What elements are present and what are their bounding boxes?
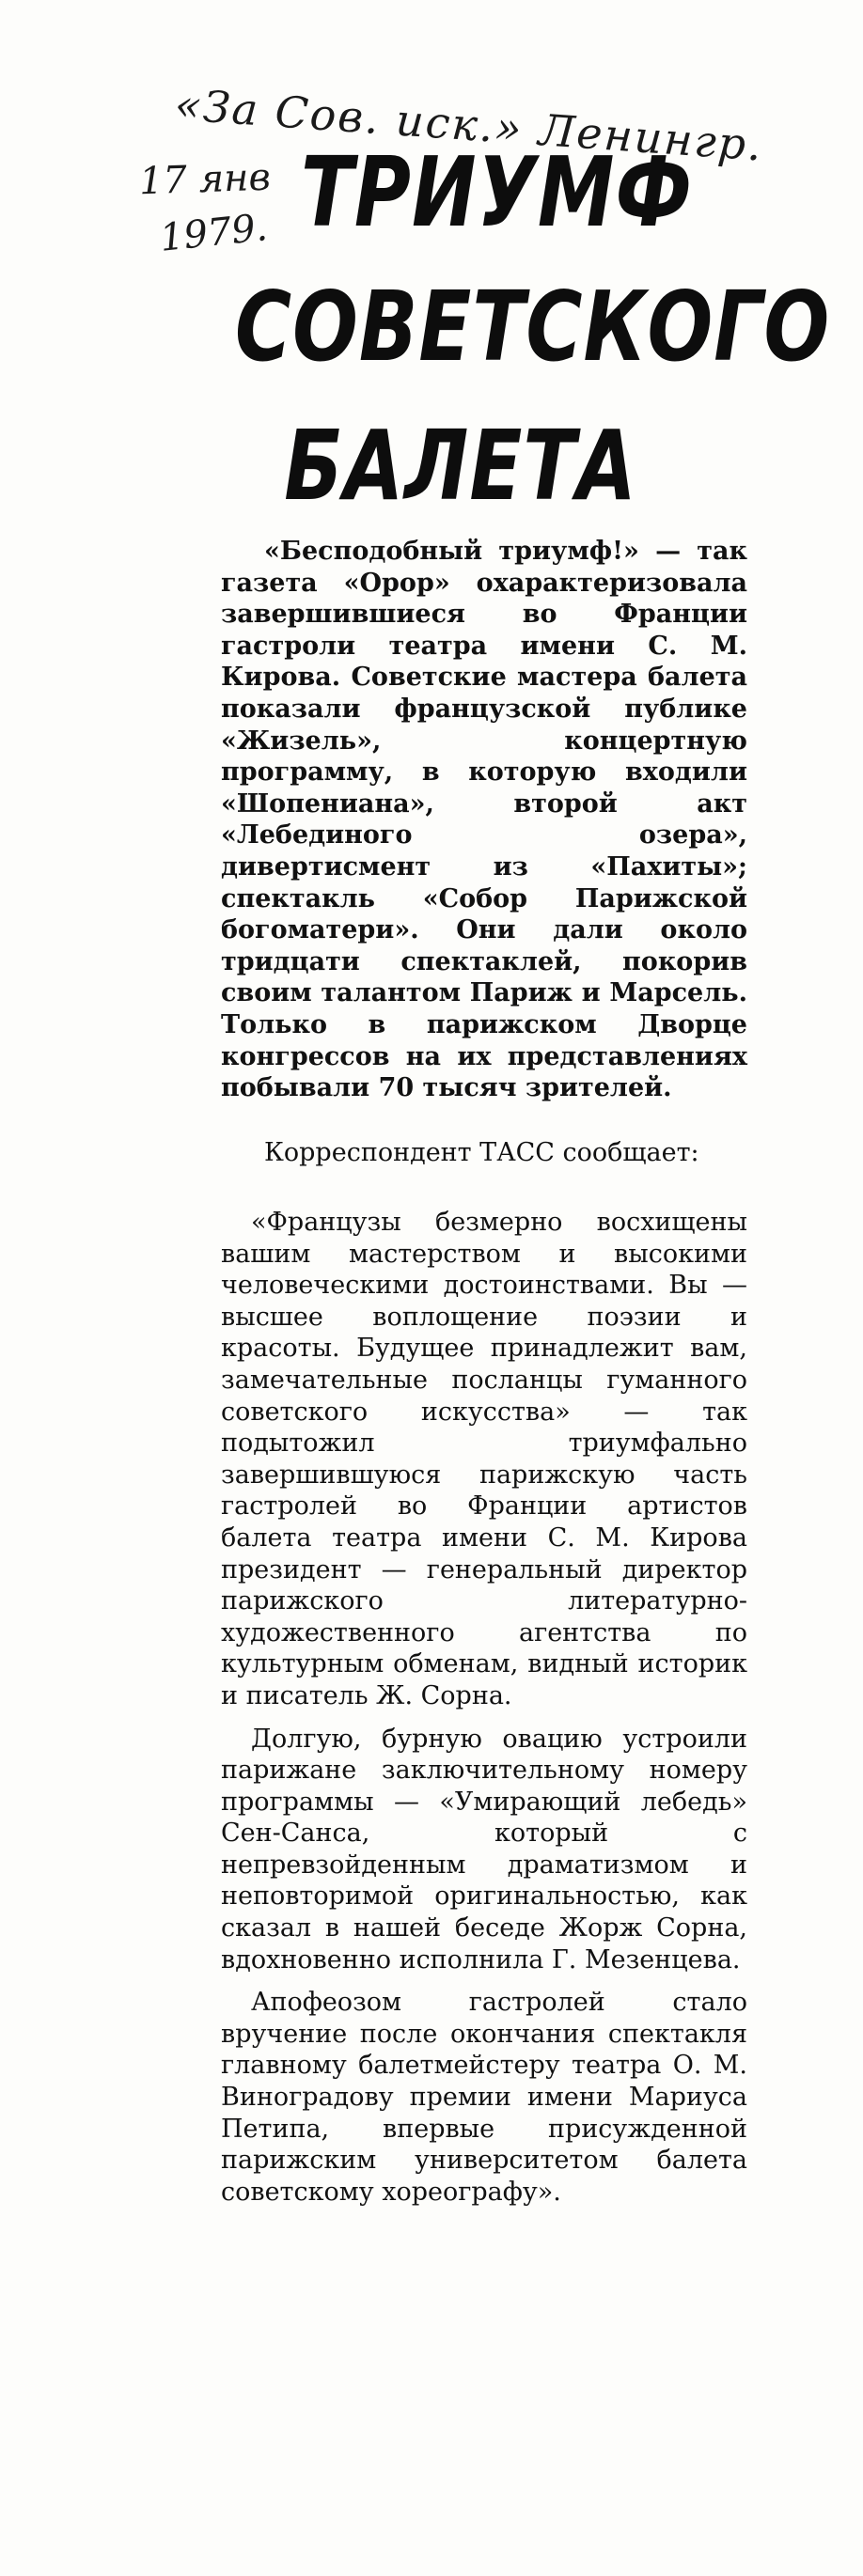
body-paragraph-1: «Французы безмерно восхищены вашим мастерством и высокими человеческими достоинствами. Вы — высшее воплощение поэзии и красоты. Будущее принадлежит вам, замечательные посланцы гуманного советского искусства» — так подытожил триумфально завершившуюся парижскую часть гастролей во Франции артистов балета театра имени С. М. Кирова президент — генеральный директор парижского литературно-художественного агентства по культурным обменам, видный историк и писатель Ж. Сорна. xyxy=(221,1208,747,1710)
article-body xyxy=(221,1207,747,2219)
handwritten-source-note: «За Сов. иск.» Ленингр. xyxy=(173,79,765,171)
handwritten-date-day: 17 янв xyxy=(138,155,272,204)
handwritten-date-year: 1979. xyxy=(157,206,270,260)
body-paragraph-2: Долгую, бурную овацию устроили парижане заключительному номеру программы — «Умирающий лебедь» Сен-Санса, который с непревзойденным драматизмом и неповторимой оригинальностью, как сказал в нашей беседе Жорж Сорна, вдохновенно исполнила Г. Мезенцева. xyxy=(221,1724,747,1975)
lead-text: «Бесподобный триумф!» — так газета «Орор» охарактеризовала завершившиеся во Франции гастроли театра имени С. М. Кирова. Советские мастера балета показали французской публике «Жизель», концертную программу, в которую входили «Шопениана», второй акт «Лебединого озера», дивертисмент из «Пахиты»; спектакль «Собор Парижской богоматери». Они дали около тридцати спектаклей, покорив своим талантом Париж и Марсель. Только в парижском Дворце конгрессов на их представлениях побывали 70 тысяч зрителей. xyxy=(221,537,747,1103)
headline-line-1: ТРИУМФ xyxy=(301,137,693,249)
headline-line-3: БАЛЕТА xyxy=(284,411,637,523)
tass-line xyxy=(221,1137,747,1169)
tass-text: Корреспондент ТАСС сообщает: xyxy=(264,1138,699,1167)
lead-paragraph xyxy=(221,536,747,1104)
body-paragraph-3: Апофеозом гастролей стало вручение после окончания спектакля главному балетмейстеру театра О. М. Виноградову премии имени Мариуса Петипа, впервые присужденной парижским университетом балета советскому хореографу». xyxy=(221,1988,747,2207)
headline-line-2: СОВЕТСКОГО xyxy=(235,272,831,383)
